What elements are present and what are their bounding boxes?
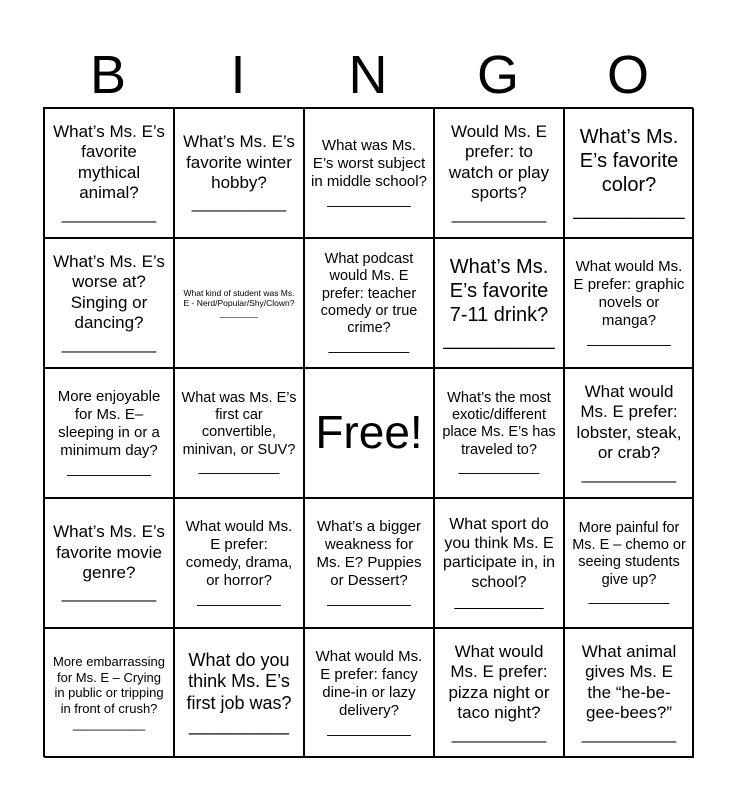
- bingo-cell[interactable]: [304, 108, 434, 238]
- bingo-cell[interactable]: [564, 628, 694, 758]
- cell-text: More embarrassing for Ms. E – Crying in public or tripping in front of crush? __________: [53, 654, 165, 732]
- bingo-cell[interactable]: [564, 368, 694, 498]
- cell-text: What’s Ms. E’s favorite mythical animal? __________: [53, 122, 165, 223]
- header-letter-b: B: [89, 45, 127, 105]
- bingo-cell[interactable]: [434, 368, 564, 498]
- header-letter-i: I: [230, 45, 246, 105]
- cell-text: What’s Ms. E’s favorite movie genre? __________: [53, 522, 165, 603]
- cell-text: What would Ms. E prefer: graphic novels or manga? __________: [573, 258, 685, 347]
- cell-text: What do you think Ms. E’s first job was? __________: [186, 649, 292, 735]
- cell-text: What podcast would Ms. E prefer: teacher comedy or true crime? __________: [320, 250, 418, 354]
- bingo-cell[interactable]: [434, 108, 564, 238]
- bingo-grid: [43, 107, 693, 757]
- bingo-cell[interactable]: [434, 628, 564, 758]
- bingo-cell[interactable]: [564, 498, 694, 628]
- bingo-cell[interactable]: [44, 108, 174, 238]
- cell-text: More painful for Ms. E – chemo or seeing students give up? __________: [572, 519, 686, 606]
- bingo-cell[interactable]: [174, 238, 304, 368]
- bingo-cell[interactable]: [44, 628, 174, 758]
- cell-text: More enjoyable for Ms. E– sleeping in or a minimum day? __________: [57, 388, 161, 477]
- cell-text: What would Ms. E prefer: lobster, steak, or crab? __________: [576, 382, 682, 483]
- bingo-cell[interactable]: [304, 238, 434, 368]
- cell-text: What would Ms. E prefer: pizza night or taco night? __________: [448, 642, 550, 743]
- bingo-cell[interactable]: [174, 628, 304, 758]
- cell-text: What’s Ms. E’s favorite color? __________: [573, 126, 685, 220]
- bingo-cell[interactable]: [434, 498, 564, 628]
- bingo-cell[interactable]: [44, 498, 174, 628]
- cell-text: What’s a bigger weakness for Ms. E? Puppies or Dessert? __________: [316, 518, 422, 607]
- header-letter-o: O: [606, 45, 649, 105]
- bingo-cell[interactable]: [44, 238, 174, 368]
- header-letter-g: G: [476, 45, 519, 105]
- cell-text: What was Ms. E’s worst subject in middle school? __________: [311, 137, 427, 208]
- free-space[interactable]: [304, 368, 434, 498]
- cell-text: What would Ms. E prefer: fancy dine-in or lazy delivery? __________: [315, 648, 423, 737]
- cell-text: What’s Ms. E’s worse at? Singing or dancing? __________: [53, 252, 165, 353]
- cell-text: What was Ms. E’s first car convertible, minivan, or SUV? __________: [181, 389, 297, 476]
- bingo-header: [43, 44, 693, 106]
- cell-text: Would Ms. E prefer: to watch or play sports? __________: [448, 122, 550, 223]
- bingo-cell[interactable]: [174, 498, 304, 628]
- cell-text: What animal gives Ms. E the “he-be-gee-bees?” __________: [581, 642, 677, 743]
- cell-text: What’s Ms. E’s favorite winter hobby? __________: [183, 132, 295, 213]
- cell-text: What’s the most exotic/different place Ms. E’s has traveled to? __________: [442, 389, 556, 476]
- bingo-cell[interactable]: [564, 108, 694, 238]
- bingo-cell[interactable]: [44, 368, 174, 498]
- bingo-cell[interactable]: [304, 498, 434, 628]
- cell-text: What’s Ms. E’s favorite 7-11 drink? __________: [443, 256, 555, 350]
- bingo-cell[interactable]: [304, 628, 434, 758]
- bingo-cell[interactable]: [174, 368, 304, 498]
- header-letter-n: N: [348, 45, 388, 105]
- cell-text: What sport do you think Ms. E participate in, in school? __________: [442, 516, 556, 610]
- cell-text: Free!: [315, 406, 423, 459]
- cell-text: What kind of student was Ms. E - Nerd/Popular/Shy/Clown? ________: [183, 287, 295, 319]
- bingo-cell[interactable]: [564, 238, 694, 368]
- bingo-cell[interactable]: [434, 238, 564, 368]
- bingo-cell[interactable]: [174, 108, 304, 238]
- cell-text: What would Ms. E prefer: comedy, drama, or horror? __________: [185, 518, 293, 607]
